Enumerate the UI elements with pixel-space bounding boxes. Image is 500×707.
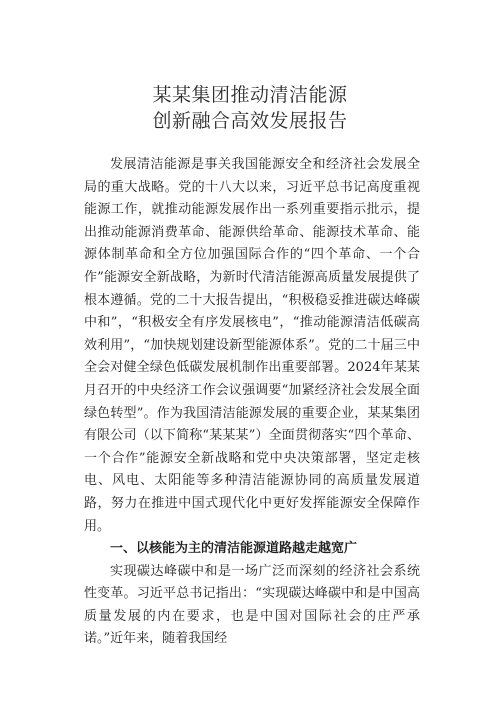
document-title [0, 82, 500, 134]
body-paragraph-2: 实现碳达峰碳中和是一场广泛而深刻的经济社会系统性变革。习近平总书记指出：“实现碳达峰碳中和是中国高质量发展的内在要求，也是中国对国际社会的庄严承诺。”近年来，随着我国经 [84, 563, 420, 647]
document-body [84, 154, 420, 651]
title-line-2: 创新融合高效发展报告 [152, 110, 348, 132]
section-heading-1: 一、以核能为主的清洁能源道路越走越宽广 [110, 541, 358, 557]
body-paragraph-1: 发展清洁能源是事关我国能源安全和经济社会发展全局的重大战略。党的十八大以来，习近平总书记高度重视能源工作，就推动能源发展作出一系列重要指示批示，提出推动能源消费革命、能源供给革命、能源技术革命、能源体制革命和全方位加强国际合作的“四个革命、一个合作”能源安全新战略，为新时代清洁能源高质量发展提供了根本遵循。党的二十大报告提出，“积极稳妥推进碳达峰碳中和”，“积极安全有序发展核电”，“推动能源清洁低碳高效利用”，“加快规划建设新型能源体系”。党的二十届三中全会对健全绿色低碳发展机制作出重要部署。2024年某某月召开的中央经济工作会议强调要“加紧经济社会发展全面绿色转型”。作为我国清洁能源发展的重要企业，某某集团有限公司（以下简称“某某某”）全面贯彻落实“四个革命、一个合作”能源安全新战略和党中央决策部署，坚定走核电、风电、太阳能等多种清洁能源协同的高质量发展道路，努力在推进中国式现代化中更好发挥能源安全保障作用。 [84, 157, 420, 534]
title-line-1: 某某集团推动清洁能源 [152, 84, 348, 106]
